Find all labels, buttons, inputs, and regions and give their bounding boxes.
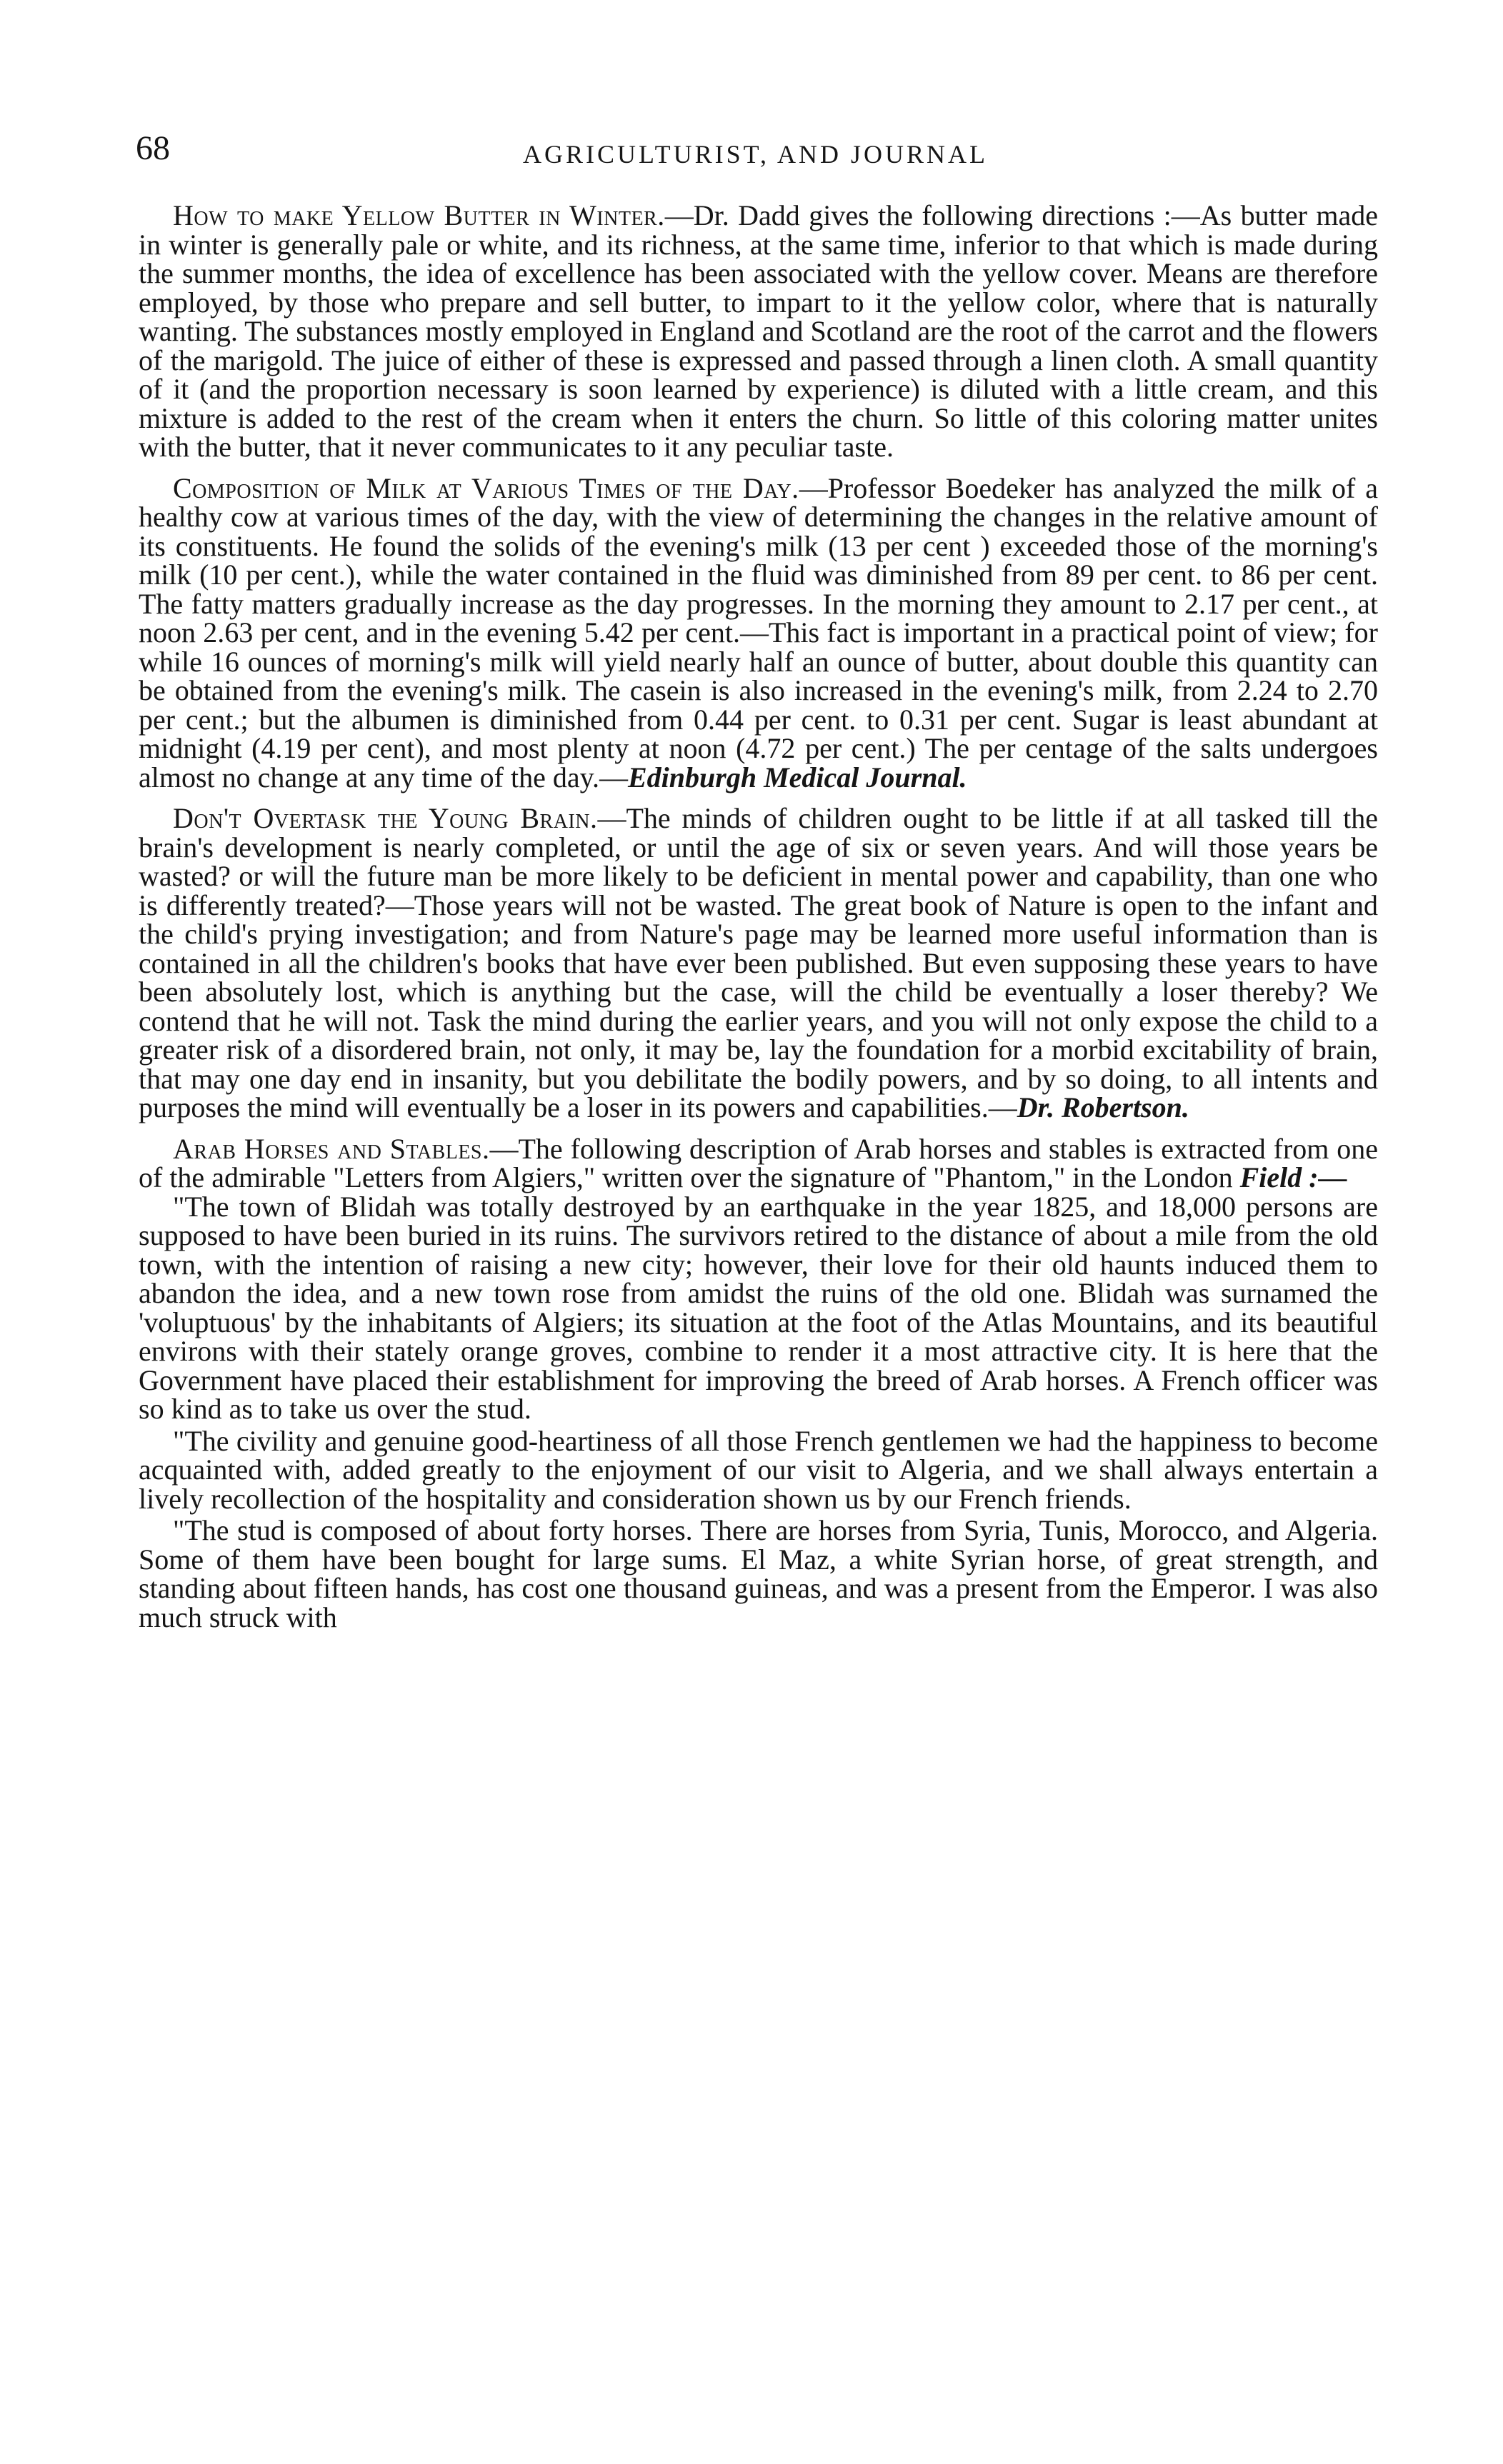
page-body — [139, 201, 1378, 2398]
article-title: Don't Overtask the Young Brain. — [173, 802, 598, 834]
running-head: AGRICULTURIST, AND JOURNAL — [522, 140, 989, 169]
quoted-paragraph: "The civility and genuine good-heartiness of all those French gentlemen we had the happiness to become acquainted with, added greatly to the enjoyment of our visit to Algeria, and we shall always entertain a lively recollection of the hospitality and consideration shown us by our French friends. — [139, 1424, 1378, 1515]
article-body: —The minds of children ought to be little if at all tasked till the brain's development is nearly completed, or until the age of six or seven years. And will those years be wasted? or will the future man be more likely to be deficient in mental power and capability, than one who is differently treated?—Those years will not be wasted. The great book of Nature is open to the infant and the child's prying investigation; and from Nature's page may be learned more useful information than is contained in all the children's books that have ever been published. But even supposing these years to have been absolutely lost, which is anything but the case, will the child be eventually a loser thereby? We contend that he will not. Task the mind during the earlier years, and you will not only expose the child to a greater risk of a disordered brain, not only, it may be, lay the foundation for a morbid excitability of brain, that may one day end in insanity, but you debilitate the bodily powers, and by so doing, to all intents and purposes the mind will eventually be a loser in its powers and capabilities.— — [139, 802, 1378, 1123]
article-paragraph — [139, 804, 1378, 1123]
article-source: Dr. Robertson. — [1017, 1091, 1189, 1123]
article-paragraph — [139, 471, 1378, 793]
article-milk-composition — [139, 471, 1378, 793]
article-source: Field :— — [1239, 1161, 1347, 1193]
article-young-brain — [139, 804, 1378, 1123]
article-arab-horses — [139, 1132, 1378, 1633]
article-title: How to make Yellow Butter in Winter. — [173, 201, 665, 231]
quoted-paragraph: "The stud is composed of about forty horses. There are horses from Syria, Tunis, Morocco, and Algeria. Some of them have been bought for large sums. El Maz, a white Syrian horse, of great strength, and standing about fifteen hands, has cost one thousand guineas, and was a present from the Emperor. I was also much struck with — [139, 1514, 1378, 1633]
page-number: 68 — [136, 129, 170, 167]
article-body: —The following description of Arab horses and stables is extracted from one of the admirable "Letters from Algiers," written over the signature of "Phantom," in the London — [139, 1132, 1378, 1193]
article-source: Edinburgh Medical Journal. — [627, 761, 967, 793]
page-header — [136, 130, 1375, 180]
article-yellow-butter — [139, 201, 1378, 462]
quoted-paragraph: "The town of Blidah was totally destroyed by an earthquake in the year 1825, and 18,000 persons are supposed to have been buried in its ruins. The survivors retired to the distance of about a mile from the old town, with the intention of raising a new city; however, their love for their old haunts induced them to abandon the idea, and a new town rose from amidst the ruins of the old one. Blidah was surnamed the 'voluptuous' by the inhabitants of Algiers; its situation at the foot of the Atlas Mountains, and its beautiful environs with their stately orange groves, combine to render it a most attractive city. It is here that the Government have placed their establishment for improving the breed of Arab horses. A French officer was so kind as to take us over the stud. — [139, 1190, 1378, 1425]
article-body: —Dr. Dadd gives the following directions :—As butter made in winter is generally pale or white, and its richness, at the same time, inferior to that which is made during the summer months, the idea of excellence has been associated with the yellow cover. Means are therefore employed, by those who prepare and sell butter, to impart to it the yellow color, where that is naturally wanting. The substances mostly employed in England and Scotland are the root of the carrot and the flowers of the marigold. The juice of either of these is expressed and passed through a linen cloth. A small quantity of it (and the proportion necessary is soon learned by experience) is diluted with a little cream, and this mixture is added to the rest of the cream when it enters the churn. So little of this coloring matter unites with the butter, that it never communicates to it any peculiar taste. — [139, 201, 1378, 463]
article-title: Arab Horses and Stables. — [173, 1132, 490, 1165]
article-body: —Professor Boedeker has analyzed the milk of a healthy cow at various times of the day, with the view of determining the changes in the relative amount of its constituents. He found the solids of the evening's milk (13 per cent ) exceeded those of the morning's milk (10 per cent.), while the water contained in the fluid was diminished from 89 per cent. to 86 per cent. The fatty matters gradually increase as the day progresses. In the morning they amount to 2.17 per cent., at noon 2.63 per cent, and in the evening 5.42 per cent.—This fact is important in a practical point of view; for while 16 ounces of morning's milk will yield nearly half an ounce of butter, about double this quantity can be obtained from the evening's milk. The casein is also increased in the evening's milk, from 2.24 to 2.70 per cent.; but the albumen is diminished from 0.44 per cent. to 0.31 per cent. Sugar is least abundant at midnight (4.19 per cent), and most plenty at noon (4.72 per cent.) The per centage of the salts undergoes almost no change at any time of the day.— — [139, 471, 1378, 793]
article-paragraph — [139, 201, 1378, 462]
article-title: Composition of Milk at Various Times of the Day. — [173, 471, 799, 504]
article-paragraph — [139, 1132, 1378, 1193]
